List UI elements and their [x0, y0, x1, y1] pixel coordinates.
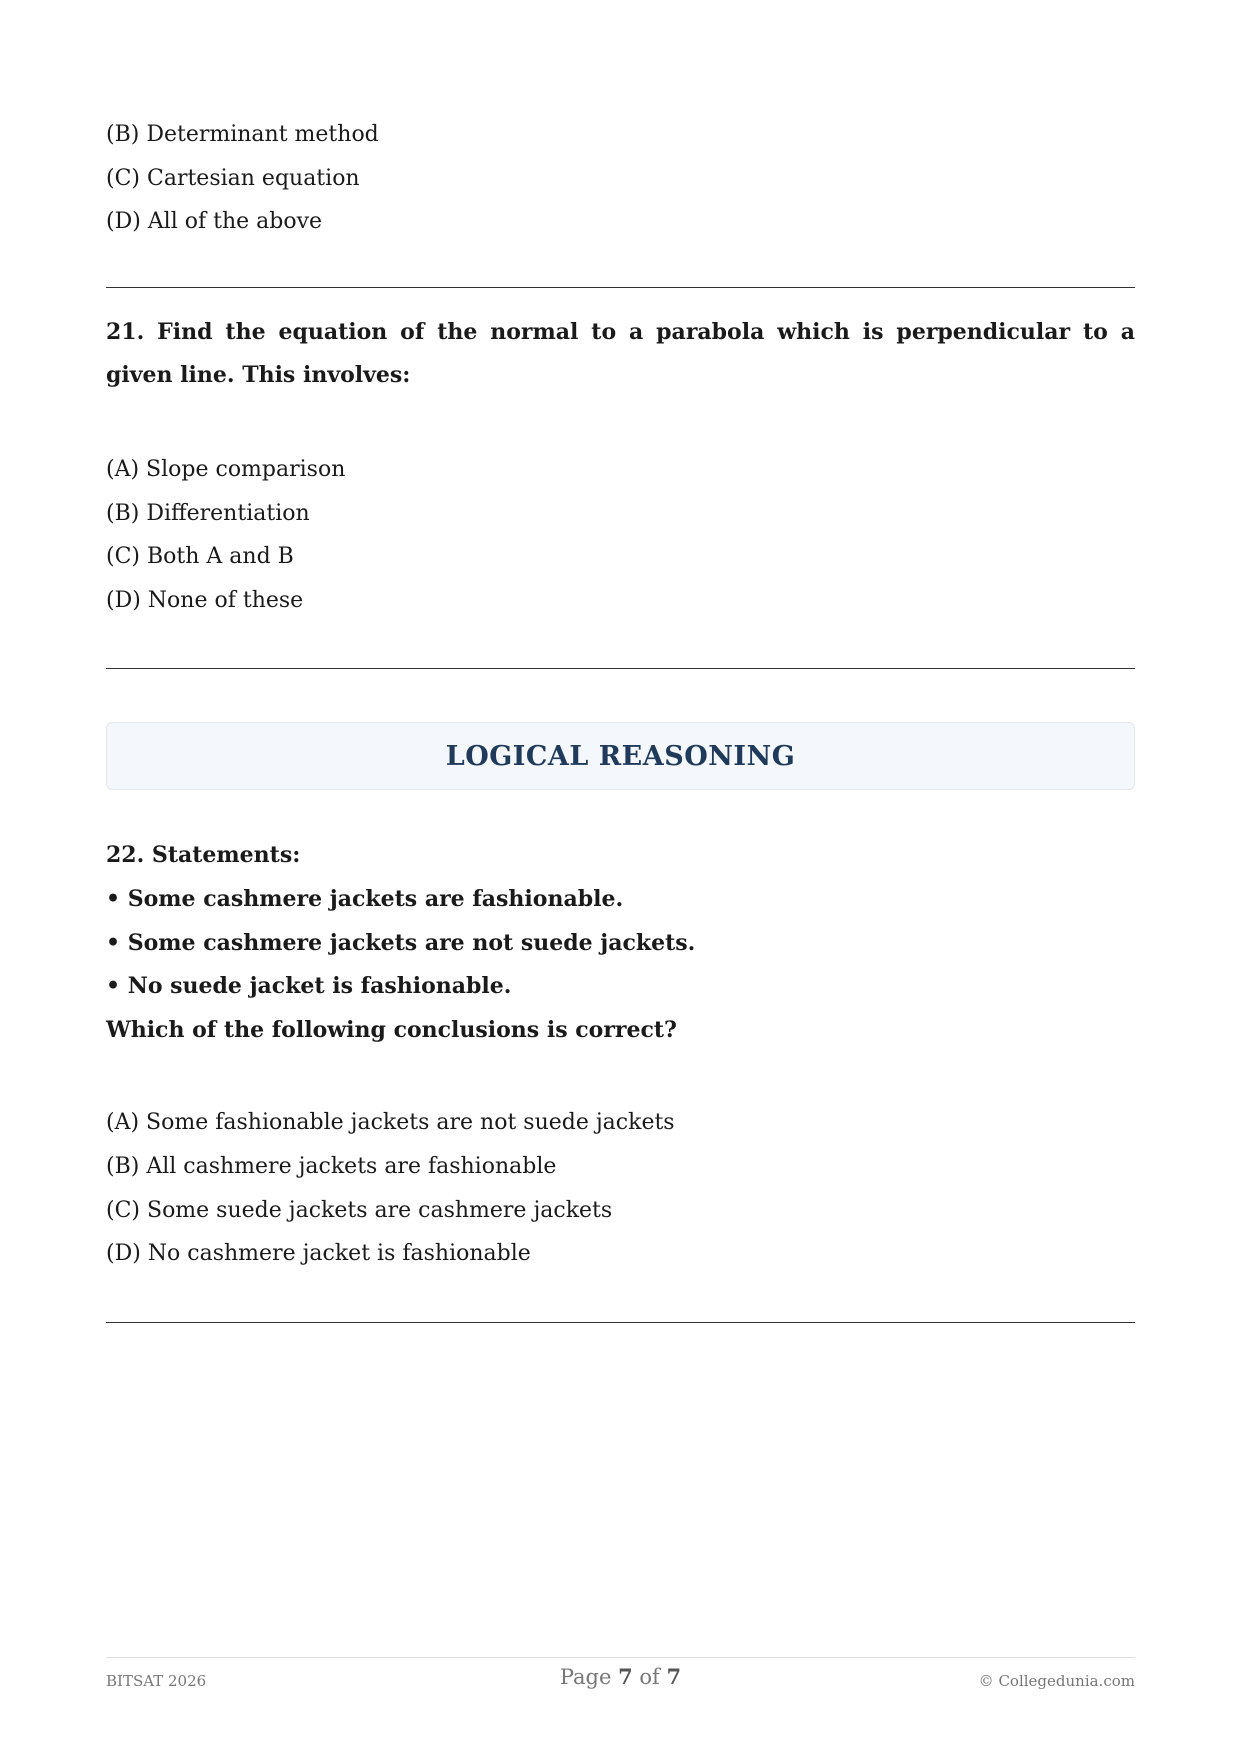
page-middle: of [632, 1665, 667, 1689]
q22-statement-1: • Some cashmere jackets are fashionable. [106, 886, 624, 912]
q22-option-b: (B) All cashmere jackets are fashionable [106, 1154, 557, 1179]
page-prefix: Page [559, 1665, 619, 1689]
q21-option-b: (B) Differentiation [106, 501, 310, 526]
q22-option-d: (D) No cashmere jacket is fashionable [106, 1241, 531, 1266]
section-title: LOGICAL REASONING [445, 740, 796, 772]
footer-copyright: © Collegedunia.com [978, 1672, 1135, 1690]
q22-statement-3: • No suede jacket is fashionable. [106, 973, 512, 999]
q22-option-a: (A) Some fashionable jackets are not suede jackets [106, 1110, 675, 1135]
question-divider [106, 1322, 1135, 1323]
footer-exam-name: BITSAT 2026 [106, 1672, 207, 1690]
question-21-text: 21. Find the equation of the normal to a parabola which is perpendicular to a given line. This involves: [106, 319, 1135, 388]
question-divider [106, 287, 1135, 288]
section-header [106, 722, 1135, 790]
q21-option-d: (D) None of these [106, 588, 304, 613]
page-total: 7 [666, 1664, 682, 1689]
question-22-heading: 22. Statements: [106, 842, 301, 868]
footer-divider [106, 1657, 1135, 1658]
prev-option-b: (B) Determinant method [106, 122, 379, 147]
q21-option-a: (A) Slope comparison [106, 457, 346, 482]
page-current: 7 [618, 1664, 633, 1689]
q22-statement-2: • Some cashmere jackets are not suede jackets. [106, 930, 696, 956]
q22-prompt: Which of the following conclusions is correct? [106, 1017, 677, 1043]
prev-option-d: (D) All of the above [106, 209, 323, 234]
q21-option-c: (C) Both A and B [106, 544, 294, 569]
q22-option-c: (C) Some suede jackets are cashmere jackets [106, 1198, 613, 1223]
question-divider [106, 668, 1135, 669]
prev-option-c: (C) Cartesian equation [106, 166, 360, 191]
